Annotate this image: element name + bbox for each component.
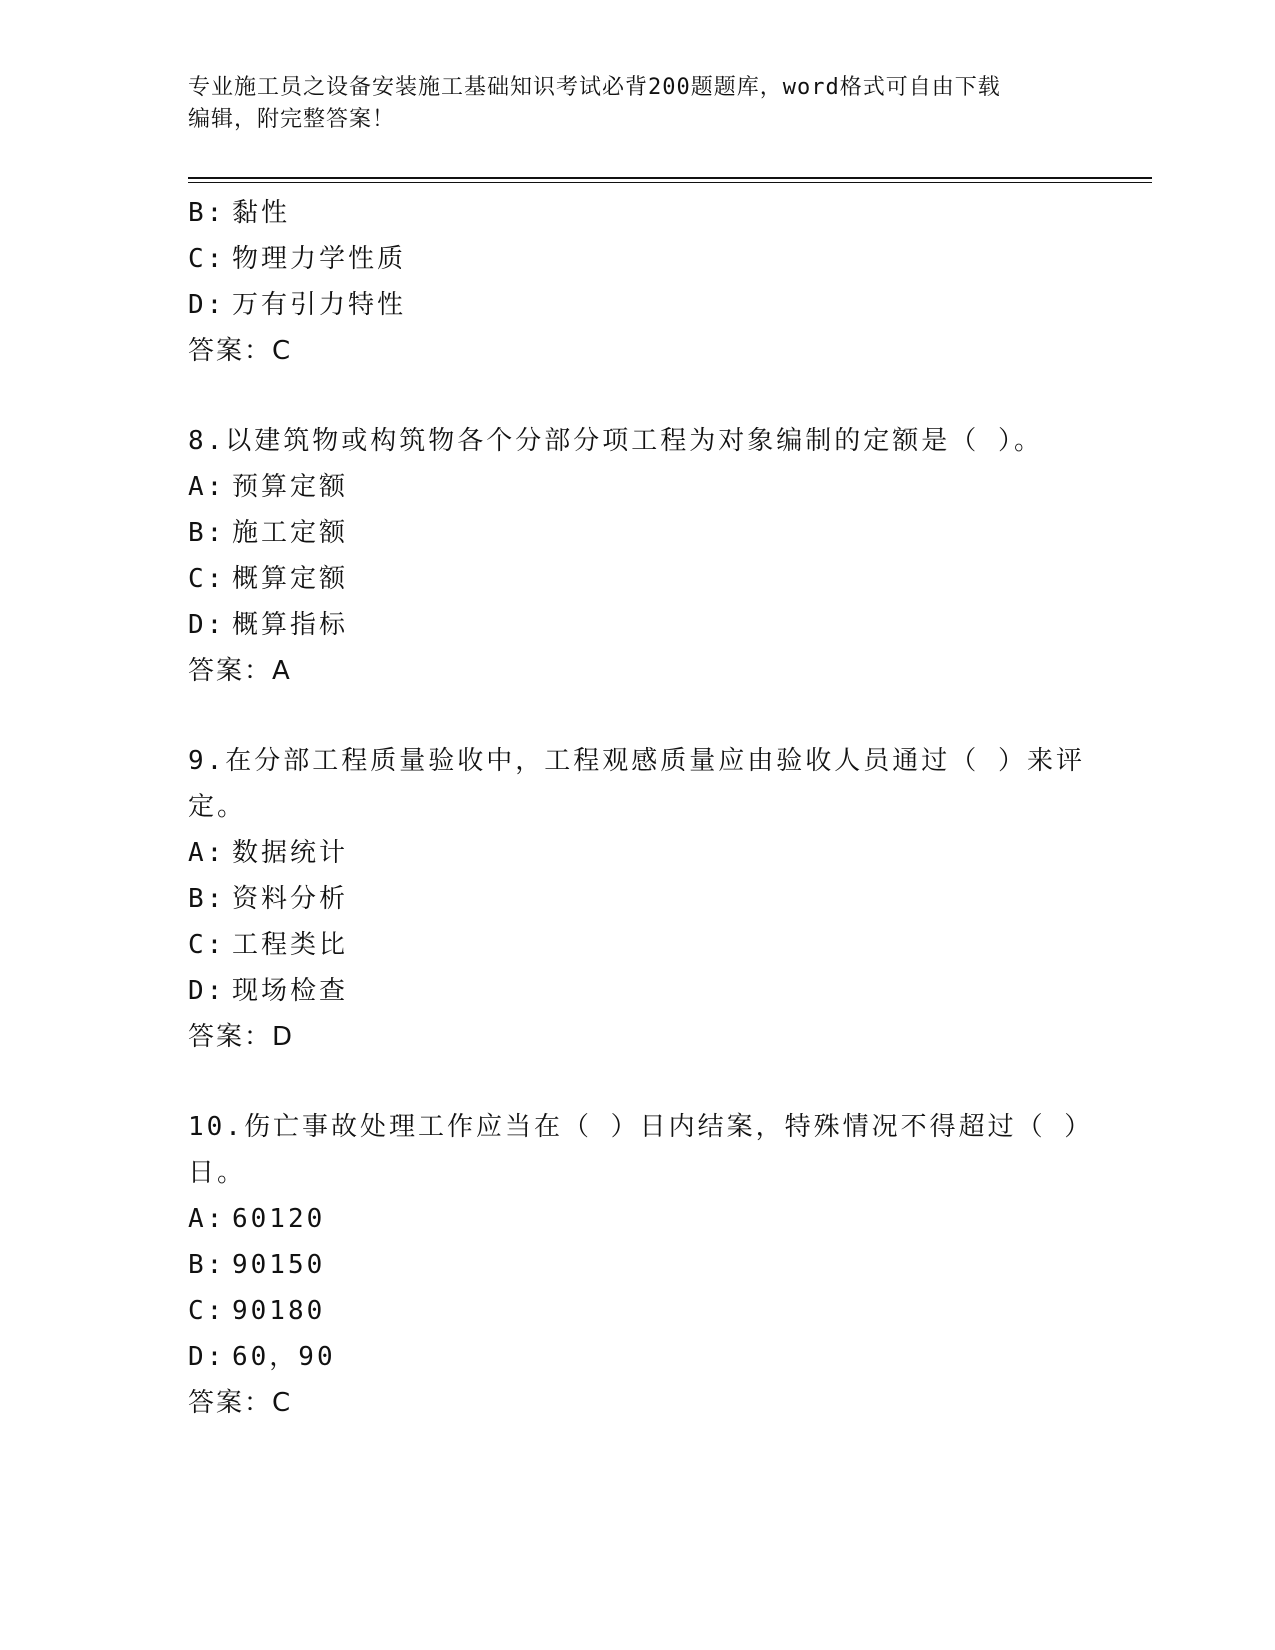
option-d — [188, 968, 1088, 1014]
option-text: 黏性 — [232, 198, 291, 228]
option-label: B: — [188, 1250, 226, 1280]
option-label: A: — [188, 1204, 226, 1234]
option-c — [188, 1288, 1088, 1334]
option-text: 物理力学性质 — [232, 244, 407, 274]
answer: 答案：D — [188, 1022, 295, 1052]
option-b — [188, 1242, 1088, 1288]
option-label: D: — [188, 1342, 226, 1372]
question-9 — [188, 738, 1088, 1060]
option-c — [188, 556, 1088, 602]
option-d — [188, 1334, 1088, 1380]
question-text-line-1: 9.在分部工程质量验收中，工程观感质量应由验收人员通过（ ）来评 — [188, 746, 1085, 776]
option-label: C: — [188, 1296, 226, 1326]
option-label: D: — [188, 976, 226, 1006]
option-label: C: — [188, 930, 226, 960]
option-a — [188, 464, 1088, 510]
option-a — [188, 830, 1088, 876]
question-text-line-2: 定。 — [188, 792, 247, 822]
option-label: A: — [188, 838, 226, 868]
option-text: 数据统计 — [232, 838, 349, 868]
answer: 答案：C — [188, 336, 293, 366]
question-text-line-2: 日。 — [188, 1158, 247, 1188]
option-label: A: — [188, 472, 226, 502]
option-label: B: — [188, 518, 226, 548]
question-7-continuation — [188, 190, 1088, 374]
option-text: 概算定额 — [232, 564, 349, 594]
header-rule-thick — [188, 177, 1152, 179]
question-text-line-1: 10.伤亡事故处理工作应当在（ ）日内结案，特殊情况不得超过（ ） — [188, 1112, 1094, 1142]
option-b — [188, 510, 1088, 556]
answer: 答案：A — [188, 656, 292, 686]
header-line-2: 编辑，附完整答案！ — [188, 107, 396, 132]
option-c — [188, 922, 1088, 968]
question-text: 8.以建筑物或构筑物各个分部分项工程为对象编制的定额是（ ）。 — [188, 426, 1043, 456]
option-d — [188, 602, 1088, 648]
option-b — [188, 190, 1088, 236]
question-list — [188, 190, 1094, 1426]
question-8 — [188, 418, 1088, 694]
option-text: 60，90 — [232, 1342, 336, 1372]
answer: 答案：C — [188, 1388, 293, 1418]
option-label: B: — [188, 198, 226, 228]
option-c — [188, 236, 1088, 282]
option-text: 现场检查 — [232, 976, 349, 1006]
option-label: C: — [188, 564, 226, 594]
option-label: B: — [188, 884, 226, 914]
option-text: 概算指标 — [232, 610, 349, 640]
document-header — [188, 72, 1088, 136]
option-text: 60120 — [232, 1204, 326, 1234]
option-text: 施工定额 — [232, 518, 349, 548]
option-text: 90180 — [232, 1296, 326, 1326]
header-rule-thin — [188, 182, 1152, 183]
option-label: D: — [188, 290, 226, 320]
option-text: 工程类比 — [232, 930, 349, 960]
option-text: 90150 — [232, 1250, 326, 1280]
option-a — [188, 1196, 1088, 1242]
question-10 — [188, 1104, 1094, 1426]
option-text: 万有引力特性 — [232, 290, 407, 320]
option-label: D: — [188, 610, 226, 640]
option-text: 预算定额 — [232, 472, 349, 502]
option-text: 资料分析 — [232, 884, 349, 914]
option-d — [188, 282, 1088, 328]
header-line-1: 专业施工员之设备安装施工基础知识考试必背200题题库，word格式可自由下载 — [188, 75, 1001, 100]
option-label: C: — [188, 244, 226, 274]
option-b — [188, 876, 1088, 922]
